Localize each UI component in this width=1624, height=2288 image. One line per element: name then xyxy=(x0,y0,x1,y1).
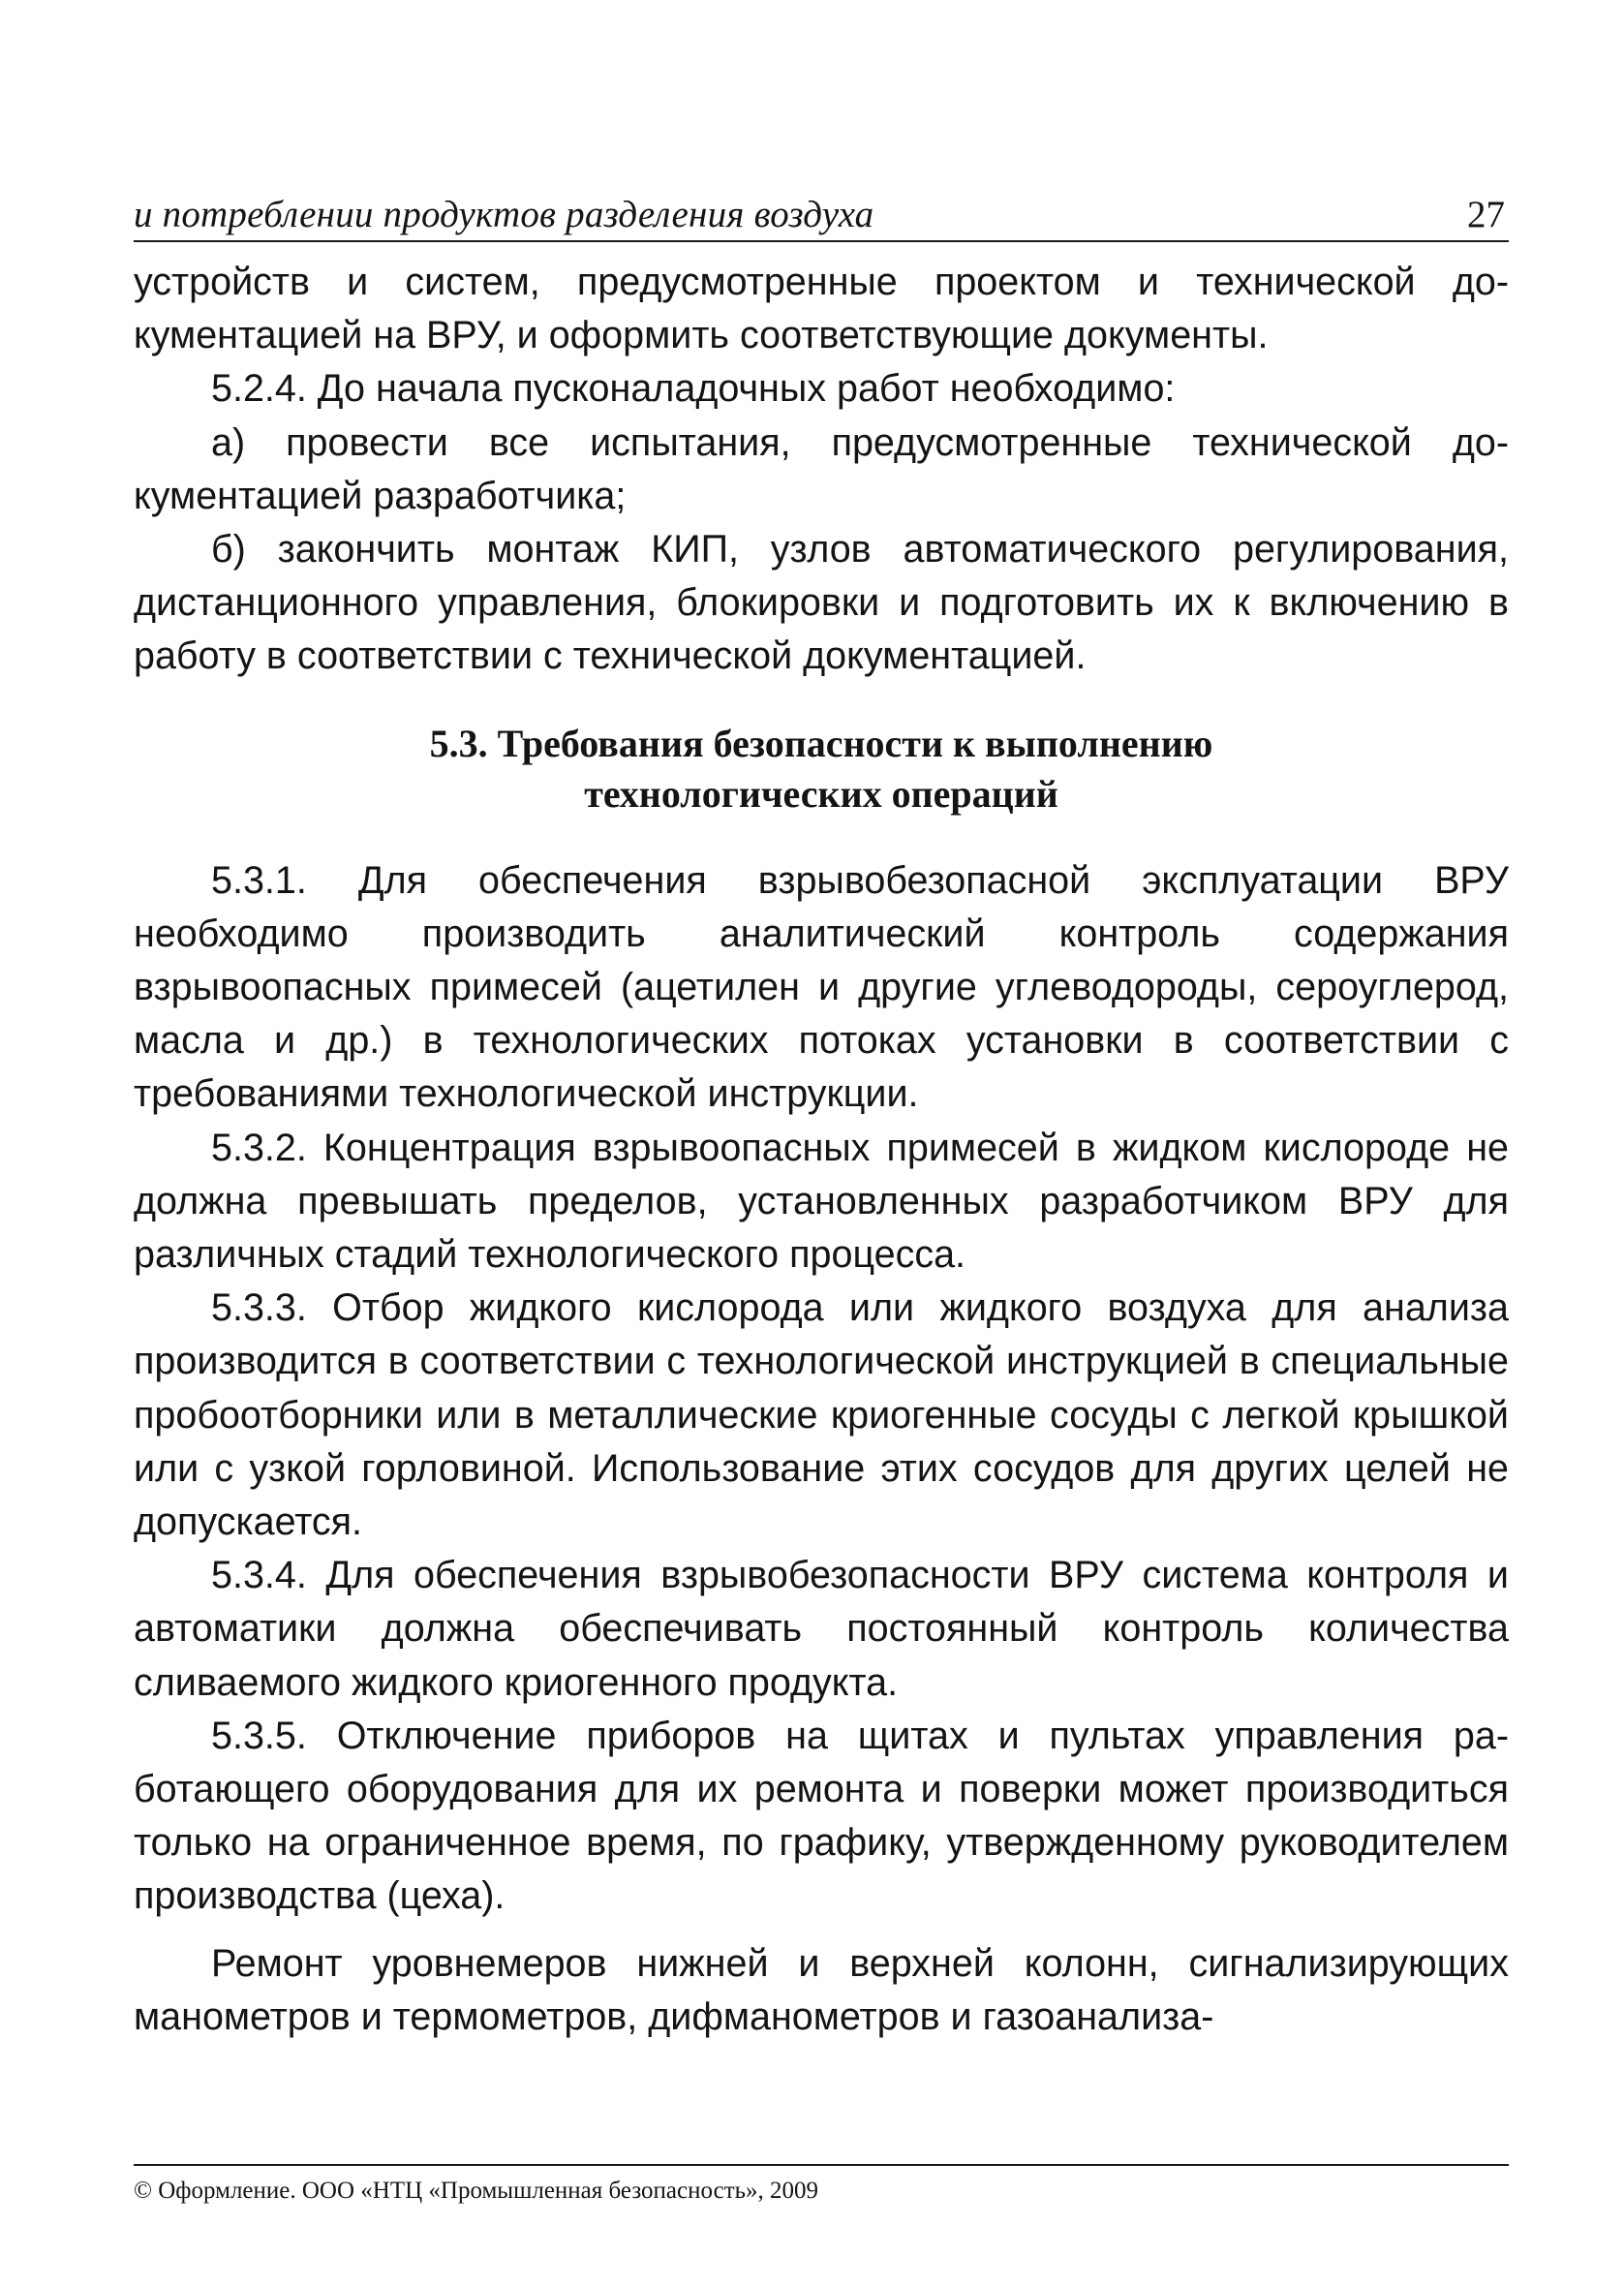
paragraph-continuation: устройств и систем, предусмотренные проектом и технической документацией на ВРУ, и оформить соответствующие документы. xyxy=(134,261,1509,357)
section-heading-line-1: 5.3. Требования безопасности к выполнению xyxy=(429,721,1213,765)
paragraph-5-3-2: 5.3.2. Концентрация взрывоопасных примесей в жидком кислороде не должна превышать пределов, установленных разработчиком ВРУ для различных стадий технологического процесса. xyxy=(134,1126,1509,1277)
section-heading xyxy=(134,719,1509,819)
paragraph-5-3-1: 5.3.1. Для обеспечения взрывобезопасной эксплуатации ВРУ необходимо производить аналитический контроль содержания взрывоопасных примесей (ацетилен и другие углеводороды, сероуглерод, масла и др.) в технологических потоках установки в соответствии с требованиями технологической инструкции. xyxy=(134,858,1509,1116)
running-title: и потреблении продуктов разделения воздуха xyxy=(134,194,874,235)
page-header xyxy=(134,184,1509,242)
paragraph-5-3-3: 5.3.3. Отбор жидкого кислорода или жидкого воздуха для анализа производится в соответствии с технологической инструкцией в специальные пробоотборники или в металлические криогенные сосуды с легкой крышкой или с узкой горловиной. Использование этих сосудов для других целей не допускается. xyxy=(134,1286,1509,1544)
paragraph-5-3-5: 5.3.5. Отключение приборов на щитах и пультах управления работающего оборудования для их ремонта и поверки может производиться только на ограниченное время, по графику, утвержденному руководителем производства (цеха). xyxy=(134,1714,1509,1918)
paragraph-5-3-4: 5.3.4. Для обеспечения взрывобезопасности ВРУ система контроля и автоматики должна обеспечивать постоянный контроль количества сливаемого жидкого криогенного продукта. xyxy=(134,1554,1509,1704)
paragraph-5-2-4: 5.2.4. До начала пусконаладочных работ необходимо: xyxy=(211,367,1176,411)
page-footer xyxy=(134,2164,1509,2205)
paragraph-repair: Ремонт уровнемеров нижней и верхней колонн, сигнализирующих манометров и термометров, дифманометров и газоанализа- xyxy=(134,1941,1509,2038)
list-item-a: а) провести все испытания, предусмотренные технической документацией разработчика; xyxy=(134,420,1509,517)
section-heading-line-2: технологических операций xyxy=(584,771,1058,816)
copyright-notice: © Оформление. ООО «НТЦ «Промышленная безопасность», 2009 xyxy=(134,2178,819,2204)
body-text xyxy=(134,256,1509,2044)
page-number: 27 xyxy=(1467,194,1505,235)
list-item-b: б) закончить монтаж КИП, узлов автоматического регулирования, дистанционного управления, блокировки и подготовить их к включению в работу в соответствии с технической документацией. xyxy=(134,528,1509,678)
